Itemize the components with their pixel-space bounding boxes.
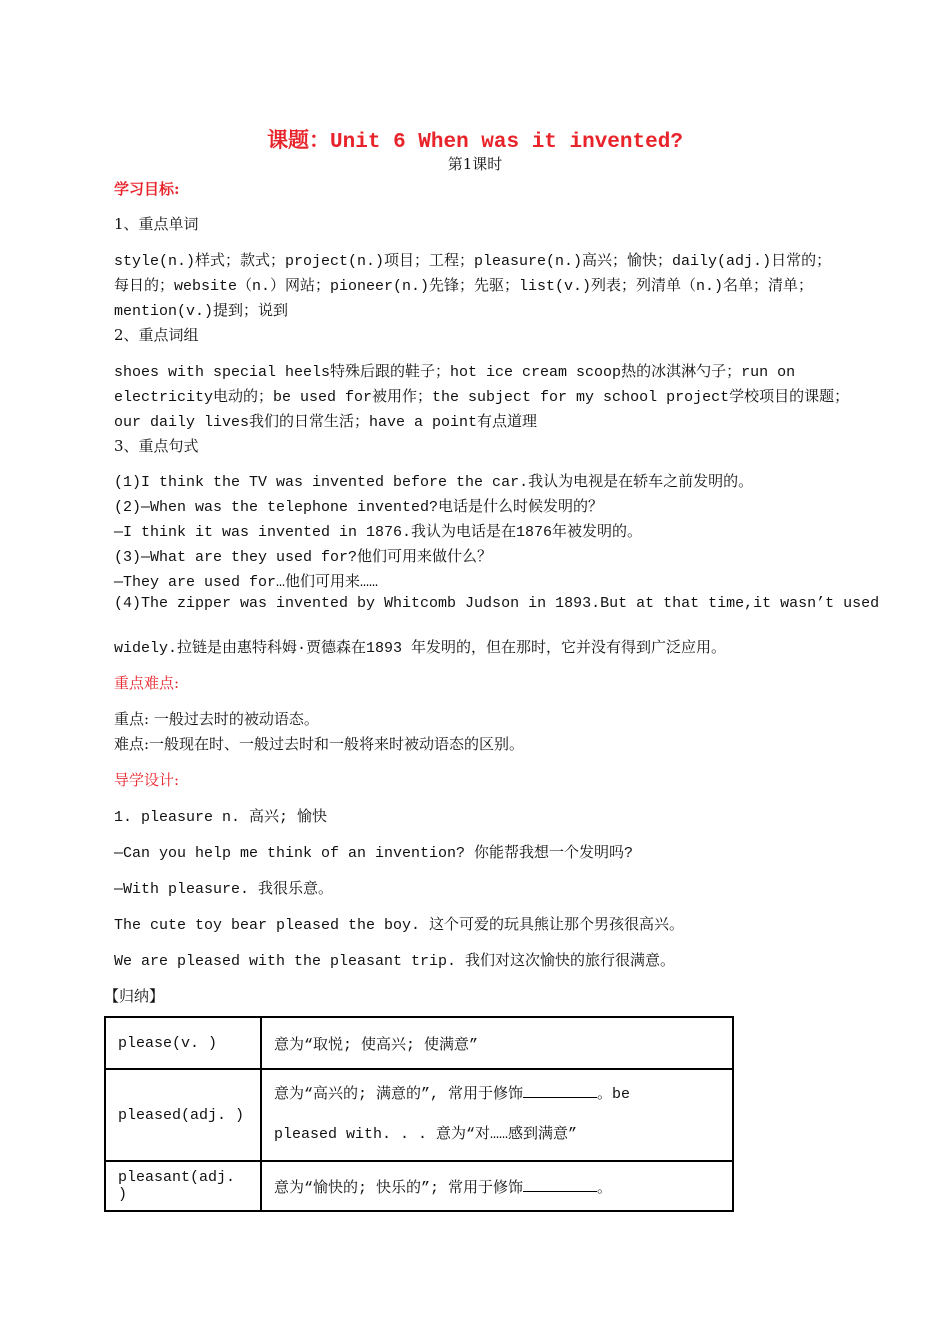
guide-item-title: 1. pleasure n. 高兴; 愉快 [114, 809, 328, 826]
meaning-cell: 意为“取悦; 使高兴; 使满意” [261, 1017, 733, 1069]
phrases-line: electricity电动的；be used for被用作；the subject for my school project学校项目的课题； [114, 389, 850, 406]
sentences-heading: 3、重点句式 [114, 437, 199, 455]
meaning-text: 意为“高兴的; 满意的”, 常用于修饰 [274, 1086, 524, 1103]
phrases-heading: 2、重点词组 [114, 326, 199, 344]
meaning-cell [261, 1069, 733, 1161]
sentence-line: (1)I think the TV was invented before the car.我认为电视是在轿车之前发明的。 [114, 474, 754, 491]
key-point-line: 重点: 一般过去时的被动语态。 [114, 710, 319, 728]
page-title: 课题：Unit 6 When was it invented? [267, 131, 683, 154]
lesson-subtitle: 第1课时 [447, 155, 503, 173]
summary-label: 【归纳】 [104, 987, 165, 1005]
difficult-point-line: 难点:一般现在时、一般过去时和一般将来时被动语态的区别。 [114, 735, 525, 753]
meaning-text: 。 [597, 1179, 613, 1197]
meaning-text: 。be [597, 1086, 631, 1103]
fill-blank[interactable] [523, 1177, 597, 1192]
example-sentence: The cute toy bear pleased the boy. 这个可爱的玩具熊让那个男孩很高兴。 [114, 917, 685, 934]
summary-table [104, 1016, 734, 1212]
meaning-text: 意为“愉快的; 快乐的”; 常用于修饰 [274, 1179, 524, 1197]
meaning-text: pleased with. . . 意为“对……感到满意” [274, 1126, 578, 1143]
word-cell: please(v. ) [105, 1017, 261, 1069]
goals-heading: 学习目标: [114, 180, 180, 198]
words-line: style(n.)样式；款式；project(n.)项目；工程；pleasure(n.)高兴；愉快；daily(adj.)日常的； [114, 253, 832, 270]
table-row [105, 1161, 733, 1211]
phrases-line: shoes with special heels特殊后跟的鞋子；hot ice cream scoop热的冰淇淋勺子；run on [114, 364, 796, 381]
sentence-line: (3)—What are they used for?他们可用来做什么？ [114, 549, 493, 566]
fill-blank[interactable] [523, 1083, 597, 1098]
table-row [105, 1069, 733, 1161]
sentence-line: —I think it was invented in 1876.我认为电话是在1876年被发明的。 [114, 524, 643, 541]
words-line: mention(v.)提到；说到 [114, 303, 289, 320]
word-cell: pleasant(adj. ) [105, 1161, 261, 1211]
sentence-line: widely.拉链是由惠特科姆·贾德森在1893 年发明的，但在那时，它并没有得到广泛应用。 [114, 640, 727, 657]
key-points-heading: 重点难点: [114, 674, 180, 692]
words-line: 每日的；website（n.）网站；pioneer(n.)先锋；先驱；list(v.)列表；列清单（n.)名单；清单； [114, 278, 814, 295]
sentence-line: (4)The zipper was invented by Whitcomb Judson in 1893.But at that time,it wasn’t used [114, 595, 880, 612]
word-cell: pleased(adj. ) [105, 1069, 261, 1161]
sentence-line: —They are used for…他们可用来…… [114, 574, 379, 591]
meaning-cell [261, 1161, 733, 1211]
phrases-line: our daily lives我们的日常生活；have a point有点道理 [114, 414, 538, 431]
example-sentence: —With pleasure. 我很乐意。 [114, 881, 334, 898]
sentence-line: (2)—When was the telephone invented?电话是什么时候发明的？ [114, 499, 604, 516]
example-sentence: —Can you help me think of an invention? 你能帮我想一个发明吗? [114, 845, 634, 862]
table-row [105, 1017, 733, 1069]
guide-heading: 导学设计: [114, 771, 180, 789]
example-sentence: We are pleased with the pleasant trip. 我们对这次愉快的旅行很满意。 [114, 953, 676, 970]
words-heading: 1、重点单词 [114, 215, 199, 233]
